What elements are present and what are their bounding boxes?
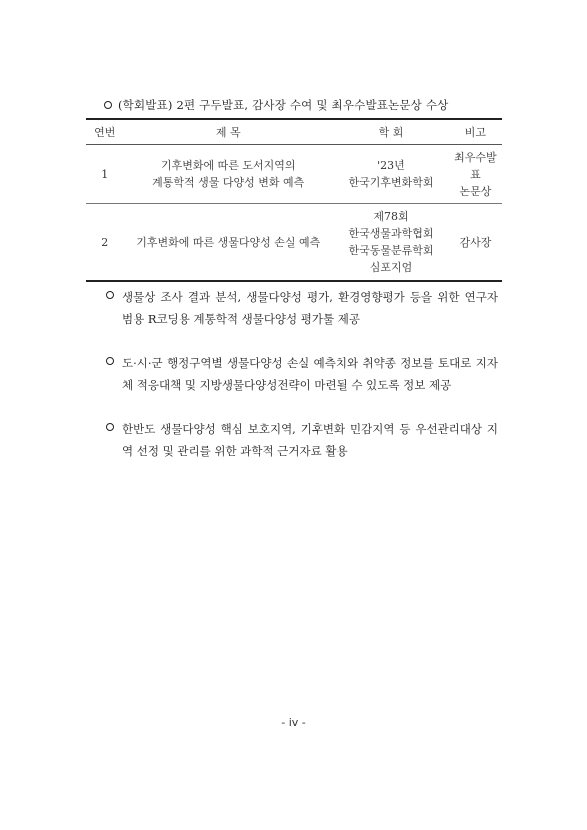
cell-line: 논문상 <box>459 184 492 198</box>
cell-line: '23년 <box>377 159 405 172</box>
list-item <box>106 286 498 330</box>
table-row <box>86 145 502 204</box>
header-conference: 학 회 <box>333 119 449 145</box>
cell-line: 감사장 <box>459 235 492 249</box>
cell-line: 한국기후변화학회 <box>348 176 434 189</box>
bullet-list <box>106 286 498 484</box>
header-no: 연번 <box>86 119 123 145</box>
cell-line: 심포지엄 <box>369 261 413 274</box>
bullet-text: 도·시·군 행정구역별 생물다양성 손실 예측치와 취약종 정보를 토대로 지자체 적응대책 및 지방생물다양성전략이 마련될 수 있도록 정보 제공 <box>122 356 498 392</box>
cell-note <box>449 204 502 282</box>
cell-line: 한국생물과학협회 <box>348 227 434 240</box>
cell-title <box>123 204 333 282</box>
header-note: 비고 <box>449 119 502 145</box>
section-heading <box>104 97 448 113</box>
cell-conference <box>333 145 449 204</box>
cell-no: 2 <box>86 204 123 282</box>
circle-bullet-icon <box>106 291 114 299</box>
section-heading-text: (학회발표) 2편 구두발표, 감사장 수여 및 최우수발표논문상 수상 <box>118 98 449 112</box>
cell-line: 제78회 <box>373 210 409 223</box>
circle-bullet-icon <box>106 423 114 431</box>
circle-bullet-icon <box>104 101 112 109</box>
list-item <box>106 352 498 396</box>
cell-note <box>449 145 502 204</box>
circle-bullet-icon <box>106 357 114 365</box>
cell-title <box>123 145 333 204</box>
cell-line: 최우수발표 <box>454 150 497 181</box>
cell-conference <box>333 204 449 282</box>
cell-no: 1 <box>86 145 123 204</box>
cell-line: 계통학적 생물 다양성 변화 예측 <box>152 176 305 189</box>
cell-line: 한국동물분류학회 <box>348 244 434 257</box>
cell-line: 기후변화에 따른 도서지역의 <box>160 159 296 172</box>
bullet-text: 생물상 조사 결과 분석, 생물다양성 평가, 환경영향평가 등을 위한 연구자 범용 R코딩용 계통학적 생물다양성 평가툴 제공 <box>122 290 498 326</box>
header-title: 제 목 <box>123 119 333 145</box>
list-item <box>106 418 498 462</box>
table-header-row <box>86 119 502 145</box>
table-row <box>86 204 502 282</box>
cell-line: 기후변화에 따른 생물다양성 손실 예측 <box>136 235 321 249</box>
page-number: - iv - <box>281 716 306 729</box>
bullet-text: 한반도 생물다양성 핵심 보호지역, 기후변화 민감지역 등 우선관리대상 지역 선정 및 관리를 위한 과학적 근거자료 활용 <box>122 422 498 458</box>
awards-table <box>86 118 502 282</box>
